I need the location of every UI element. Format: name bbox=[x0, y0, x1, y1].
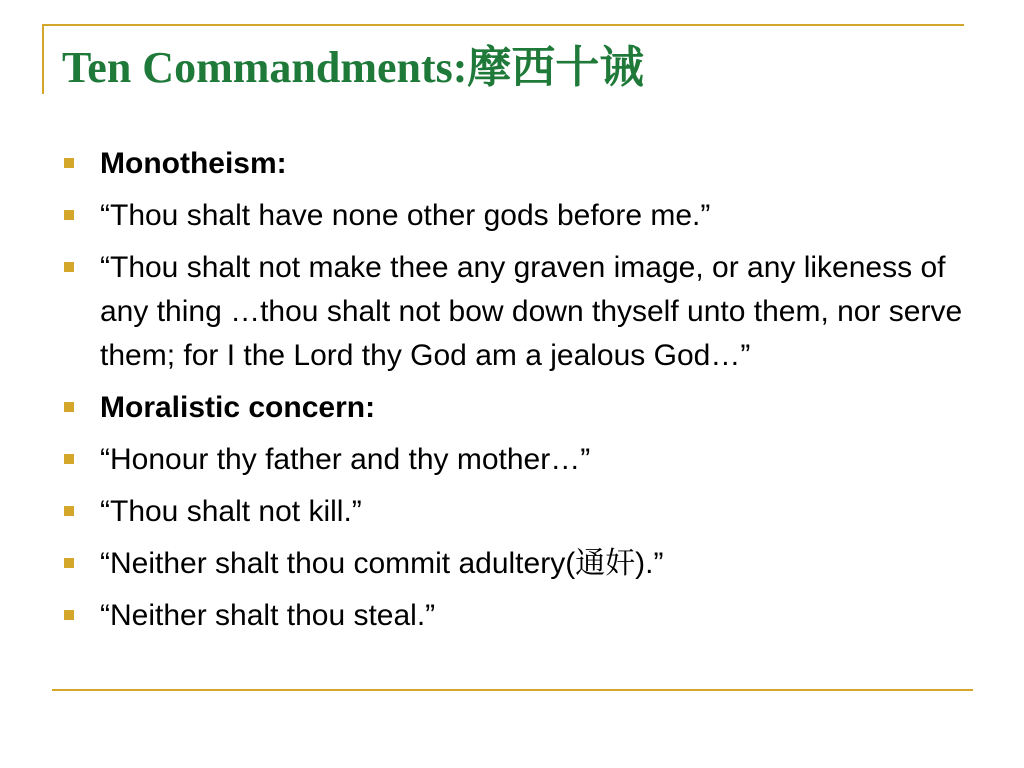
square-bullet-icon bbox=[64, 402, 74, 412]
bullet-item bbox=[62, 246, 972, 378]
bottom-rule bbox=[52, 689, 973, 691]
square-bullet-icon bbox=[64, 558, 74, 568]
bullet-text: Monotheism: bbox=[100, 147, 287, 180]
bullet-text: “Thou shalt have none other gods before me.” bbox=[100, 199, 711, 232]
bullet-item bbox=[62, 438, 972, 482]
bullet-item bbox=[62, 142, 972, 186]
bullet-text: “Neither shalt thou commit adultery(通奸).” bbox=[100, 547, 664, 580]
bullet-item bbox=[62, 490, 972, 534]
bullet-text: “Honour thy father and thy mother…” bbox=[100, 443, 591, 476]
bullet-text: Moralistic concern: bbox=[100, 391, 376, 424]
left-rule bbox=[42, 24, 44, 94]
bullet-text: “Neither shalt thou steal.” bbox=[100, 599, 436, 632]
square-bullet-icon bbox=[64, 506, 74, 516]
bullet-text: “Thou shalt not kill.” bbox=[100, 495, 362, 528]
bullet-item bbox=[62, 386, 972, 430]
bullet-item bbox=[62, 594, 972, 638]
square-bullet-icon bbox=[64, 454, 74, 464]
bullet-item bbox=[62, 542, 972, 586]
square-bullet-icon bbox=[64, 262, 74, 272]
square-bullet-icon bbox=[64, 610, 74, 620]
top-rule bbox=[42, 24, 964, 26]
bullet-list bbox=[62, 142, 972, 646]
bullet-item bbox=[62, 194, 972, 238]
bullet-text: “Thou shalt not make thee any graven image, or any likeness of any thing …thou shalt not bow down thyself unto them, nor serve them; for I the Lord thy God am a jealous God…” bbox=[100, 251, 963, 372]
square-bullet-icon bbox=[64, 210, 74, 220]
square-bullet-icon bbox=[64, 158, 74, 168]
slide-title: Ten Commandments:摩西十诫 bbox=[62, 43, 644, 92]
